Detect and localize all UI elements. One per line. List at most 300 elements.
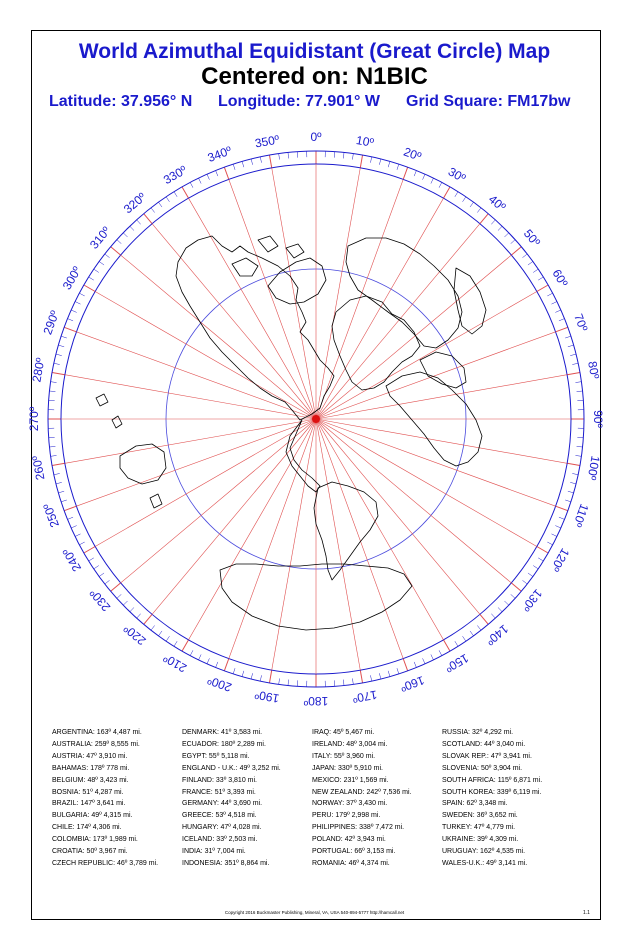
compass-tick	[511, 594, 515, 598]
pacific-islands-outline	[96, 394, 162, 508]
bearing-distance: 47º 3,910 mi.	[86, 752, 128, 760]
country-name: SOUTH KOREA:	[442, 788, 495, 796]
compass-tick	[504, 233, 508, 237]
azimuth-label: 310º	[86, 223, 114, 252]
radial-line	[316, 419, 360, 670]
bearing-distance: 50º 3,904 mi.	[480, 764, 523, 772]
country-name: RUSSIA:	[442, 729, 471, 736]
compass-tick	[117, 240, 121, 244]
compass-tick	[68, 319, 74, 321]
radial-line	[121, 419, 316, 583]
compass-tick	[397, 164, 399, 170]
compass-tick	[463, 197, 466, 202]
radial-line	[121, 255, 316, 419]
greenland-outline	[268, 258, 326, 304]
distance-row	[312, 775, 442, 787]
country-name: GERMANY:	[182, 800, 219, 808]
bearing-distance: 44º 3,690 mi.	[220, 800, 263, 808]
country-name: CHILE:	[52, 824, 75, 832]
distance-column	[182, 727, 312, 870]
bearing-distance: 47º 3,941 mi.	[490, 752, 532, 760]
compass-tick	[174, 641, 177, 646]
bearing-distance: 55º 5,118 mi.	[208, 752, 250, 760]
compass-tick	[570, 354, 576, 355]
compass-tick	[551, 534, 556, 537]
compass-tick	[491, 220, 495, 224]
distance-row	[442, 751, 572, 763]
compass-tick	[565, 336, 571, 338]
distance-row	[442, 810, 572, 822]
azimuth-label: 160º	[398, 673, 427, 695]
compass-tick	[137, 220, 141, 224]
central-america-outline	[286, 420, 320, 492]
compass-tick	[51, 455, 57, 456]
distance-row	[182, 763, 312, 775]
country-name: PERU:	[312, 812, 334, 820]
compass-tick	[343, 152, 344, 158]
country-name: BULGARIA:	[52, 812, 90, 820]
compass-tick	[431, 178, 434, 183]
bearing-distance: 33º 3,810 mi.	[215, 776, 257, 784]
compass-tick	[533, 566, 538, 569]
page-number: 1.1	[583, 910, 590, 916]
country-name: SLOVAK REP.:	[442, 752, 489, 760]
compass-tick	[572, 473, 578, 474]
azimuth-label: 0º	[310, 130, 322, 145]
bearing-distance: 339º 6,119 mi.	[496, 788, 542, 796]
bearing-distance: 49º 4,315 mi.	[91, 812, 133, 820]
compass-tick	[61, 500, 67, 502]
compass-tick	[251, 159, 252, 165]
radial-line	[76, 332, 316, 419]
compass-tick	[251, 673, 252, 679]
radial-line	[316, 419, 537, 547]
distance-column	[52, 727, 182, 870]
distance-row	[442, 858, 572, 870]
azimuth-label: 60º	[549, 266, 571, 290]
country-name: SCOTLAND:	[442, 740, 483, 748]
bearing-distance: 44º 3,040 mi.	[484, 740, 526, 748]
country-name: CZECH REPUBLIC:	[52, 859, 116, 867]
radial-line	[65, 419, 316, 463]
compass-tick	[166, 636, 169, 641]
distance-row	[442, 787, 572, 799]
distance-row	[312, 727, 442, 739]
compass-tick	[199, 654, 202, 659]
distance-row	[52, 810, 182, 822]
radial-line	[316, 419, 511, 583]
distance-row	[52, 858, 182, 870]
distance-row	[442, 763, 572, 775]
compass-tick	[522, 254, 527, 258]
bearing-distance: 66º 3,153 mi.	[354, 848, 396, 856]
distance-row	[182, 775, 312, 787]
azimuth-label: 50º	[520, 226, 543, 250]
compass-tick	[52, 463, 65, 465]
compass-tick	[559, 517, 565, 519]
bearing-distance: 37º 3,430 mi.	[346, 800, 388, 808]
compass-tick	[54, 473, 60, 474]
radial-line	[316, 224, 480, 419]
compass-tick	[439, 182, 442, 187]
bearing-distance: 173º 1,989 mi.	[92, 836, 138, 844]
compass-tick	[570, 482, 576, 483]
compass-tick	[111, 583, 121, 591]
compass-tick	[99, 573, 104, 577]
compass-tick	[151, 625, 155, 630]
compass-tick	[199, 178, 202, 183]
radial-line	[272, 419, 316, 670]
distance-row	[442, 822, 572, 834]
compass-tick	[388, 671, 390, 677]
compass-tick	[572, 363, 578, 364]
compass-tick	[575, 455, 581, 456]
radial-line	[152, 419, 316, 614]
country-name: PORTUGAL:	[312, 848, 353, 856]
country-name: JAPAN:	[312, 764, 336, 772]
country-name: MEXICO:	[312, 776, 342, 784]
distance-row	[182, 739, 312, 751]
compass-tick	[370, 157, 371, 163]
bearing-distance: 338º 7,472 mi.	[359, 824, 405, 832]
compass-tick	[414, 662, 416, 668]
compass-tick	[51, 382, 57, 383]
compass-tick	[288, 152, 289, 158]
landmasses	[96, 236, 486, 630]
country-name: ROMANIA:	[312, 859, 347, 867]
compass-tick	[370, 675, 371, 681]
compass-tick	[565, 500, 571, 502]
compass-tick	[279, 678, 280, 684]
bearing-distance: 179º 2,998 mi.	[335, 812, 381, 820]
distance-row	[182, 810, 312, 822]
asia-outline	[346, 238, 462, 348]
bearing-distance: 178º 778 mi.	[90, 764, 130, 772]
bearing-distance: 41º 3,583 mi.	[220, 729, 263, 736]
compass-tick	[480, 214, 488, 224]
distance-row	[442, 846, 572, 858]
azimuth-label: 300º	[59, 264, 85, 293]
radial-line	[189, 198, 317, 419]
compass-tick	[568, 345, 574, 347]
compass-tick	[423, 174, 425, 179]
compass-tick	[216, 171, 218, 177]
longitude-label: Longitude: 77.901° W	[218, 93, 380, 110]
compass-tick	[61, 336, 67, 338]
radial-line	[316, 419, 403, 659]
bearing-distance: 174º 4,306 mi.	[76, 824, 122, 832]
country-name: FINLAND:	[182, 776, 214, 784]
bearing-distance: 47º 4,779 mi.	[473, 824, 516, 832]
distance-row	[52, 763, 182, 775]
compass-tick	[414, 171, 416, 177]
distance-row	[312, 751, 442, 763]
compass-tick	[547, 293, 552, 296]
compass-tick	[455, 192, 458, 197]
compass-tick	[94, 269, 99, 272]
compass-tick	[379, 159, 380, 165]
compass-tick	[105, 580, 110, 584]
compass-tick	[242, 161, 244, 167]
bearing-distance: 49º 3,252 mi.	[239, 764, 281, 772]
bearing-distance: 46º 3,789 mi.	[117, 859, 159, 867]
country-name: BELGIUM:	[52, 776, 86, 784]
compass-tick	[56, 482, 62, 483]
compass-tick	[207, 174, 209, 179]
compass-tick	[224, 167, 228, 179]
bearing-distance: 330º 5,910 mi.	[338, 764, 383, 772]
bearing-distance: 242º 7,536 mi.	[366, 788, 412, 796]
radial-line	[316, 255, 511, 419]
compass-tick	[84, 285, 95, 292]
compass-tick	[477, 625, 481, 630]
azimuth-label: 40º	[485, 192, 509, 215]
map-title: World Azimuthal Equidistant (Great Circle) Map	[78, 40, 551, 63]
distance-row	[52, 787, 182, 799]
bearing-distance: 32º 4,292 mi.	[472, 729, 514, 736]
compass-tick	[556, 327, 568, 331]
compass-tick	[75, 302, 80, 305]
azimuth-label: 20º	[401, 144, 424, 164]
compass-tick	[577, 446, 583, 447]
compass-tick	[123, 601, 127, 605]
compass-tick	[166, 197, 169, 202]
bearing-distance: 51º 4,287 mi.	[82, 788, 124, 796]
distance-row	[52, 775, 182, 787]
radial-line	[272, 168, 316, 419]
compass-tick	[538, 277, 543, 280]
compass-tick	[75, 534, 80, 537]
distance-row	[312, 822, 442, 834]
azimuth-label: 240º	[59, 545, 85, 574]
compass-tick	[439, 650, 442, 655]
latitude-label: Latitude: 37.956° N	[49, 93, 193, 110]
distance-row	[52, 834, 182, 846]
compass-tick	[575, 382, 581, 383]
radial-line	[229, 179, 316, 419]
compass-tick	[491, 614, 495, 618]
radial-line	[229, 419, 316, 659]
distance-row	[182, 798, 312, 810]
azimuth-label: 190º	[253, 687, 281, 706]
compass-tick	[511, 583, 521, 591]
compass-tick	[511, 240, 515, 244]
compass-tick	[151, 208, 155, 213]
bearing-distance: 46º 4,374 mi.	[348, 859, 390, 867]
distance-row	[182, 858, 312, 870]
compass-tick	[79, 542, 84, 545]
country-name: FRANCE:	[182, 788, 213, 796]
azimuth-label: 220º	[120, 621, 149, 649]
distance-row	[442, 739, 572, 751]
country-name: INDIA:	[182, 848, 203, 856]
bearing-distance: 49º 3,141 mi.	[486, 859, 528, 867]
compass-tick	[537, 285, 548, 292]
bearing-distance: 39º 4,309 mi.	[477, 836, 519, 844]
compass-tick	[528, 261, 533, 265]
radial-line	[95, 419, 316, 547]
compass-tick	[403, 167, 407, 179]
grid-square-label: Grid Square: FM17bw	[406, 93, 571, 110]
country-name: BOSNIA:	[52, 788, 81, 796]
compass-tick	[279, 154, 280, 160]
bearing-distance: 47º 4,028 mi.	[220, 824, 262, 832]
azimuth-label: 230º	[86, 586, 114, 615]
compass-tick	[533, 269, 538, 272]
compass-tick	[58, 345, 64, 347]
compass-tick	[182, 187, 189, 198]
compass-tick	[130, 607, 134, 611]
distance-row	[312, 858, 442, 870]
country-name: TURKEY:	[442, 824, 472, 832]
bearing-distance: 55º 3,960 mi.	[333, 752, 376, 760]
distance-row	[182, 846, 312, 858]
compass-tick	[68, 517, 74, 519]
compass-tick	[511, 247, 521, 255]
compass-tick	[84, 547, 95, 554]
distance-table	[52, 727, 572, 870]
azimuth-label: 210º	[161, 650, 190, 676]
bearing-distance: 62º 3,348 mi.	[466, 800, 508, 808]
compass-tick	[64, 506, 76, 510]
compass-tick	[190, 182, 193, 187]
bearing-distance: 163º 4,487 mi.	[96, 729, 142, 736]
compass-tick	[470, 202, 474, 207]
compass-tick	[49, 446, 55, 447]
azimuth-label: 100º	[584, 454, 603, 482]
compass-tick	[551, 302, 556, 305]
radial-line	[316, 419, 556, 506]
compass-tick	[577, 391, 583, 392]
azimuth-label: 130º	[518, 586, 546, 615]
distance-row	[442, 834, 572, 846]
radial-line	[316, 419, 444, 640]
country-name: URUGUAY:	[442, 848, 479, 856]
compass-tick	[56, 354, 62, 355]
compass-tick	[224, 659, 228, 671]
compass-tick	[455, 641, 458, 646]
distance-row	[52, 727, 182, 739]
compass-tick	[144, 214, 152, 224]
compass-tick	[269, 670, 271, 683]
radial-line	[189, 419, 317, 640]
bearing-distance: 162º 4,535 mi.	[480, 848, 526, 856]
country-name: POLAND:	[312, 836, 343, 844]
distance-row	[52, 798, 182, 810]
compass-tick	[528, 573, 533, 577]
azimuth-label: 150º	[442, 650, 471, 676]
compass-tick	[379, 673, 380, 679]
australia-outline	[120, 444, 166, 484]
south-america-outline	[314, 482, 378, 580]
compass-tick	[158, 202, 162, 207]
distance-row	[442, 727, 572, 739]
compass-tick	[71, 526, 76, 528]
radial-line	[95, 292, 316, 420]
compass-tick	[360, 670, 362, 683]
compass-tick	[190, 650, 193, 655]
azimuth-label: 170º	[351, 687, 379, 706]
azimuth-label: 290º	[40, 308, 62, 337]
compass-tick	[498, 607, 502, 611]
country-name: SLOVENIA:	[442, 764, 479, 772]
compass-tick	[559, 319, 565, 321]
compass-tick	[123, 233, 127, 237]
compass-tick	[470, 631, 474, 636]
azimuth-label: 340º	[205, 143, 234, 165]
bearing-distance: 31º 7,004 mi.	[204, 848, 246, 856]
azimuth-label: 90º	[590, 410, 605, 428]
country-name: EGYPT:	[182, 752, 207, 760]
compass-tick	[397, 668, 399, 674]
distance-row	[312, 787, 442, 799]
distance-row	[312, 846, 442, 858]
compass-tick	[477, 208, 481, 213]
compass-tick	[105, 254, 110, 258]
bearing-distance: 259º 8,555 mi.	[94, 740, 140, 748]
country-name: UKRAINE:	[442, 836, 476, 844]
compass-tick	[260, 157, 261, 163]
radial-line	[316, 292, 537, 420]
compass-tick	[216, 662, 218, 668]
compass-tick	[538, 558, 543, 561]
azimuth-label: 120º	[547, 545, 573, 574]
country-name: ITALY:	[312, 752, 332, 760]
country-name: DENMARK:	[182, 729, 219, 736]
radial-line	[152, 224, 316, 419]
compass-tick	[403, 659, 407, 671]
compass-tick	[568, 491, 574, 493]
compass-tick	[174, 192, 177, 197]
azimuth-label: 30º	[445, 164, 469, 186]
bearing-distance: 231º 1,569 mi.	[343, 776, 389, 784]
azimuth-label: 260º	[29, 454, 48, 482]
compass-tick	[480, 614, 488, 624]
compass-tick	[71, 310, 76, 312]
compass-tick	[288, 680, 289, 686]
azimuth-label: 140º	[483, 621, 512, 649]
azimuth-label: 110º	[570, 501, 592, 529]
compass-tick	[207, 658, 209, 663]
distance-row	[52, 739, 182, 751]
distance-row	[52, 846, 182, 858]
country-name: ECUADOR:	[182, 740, 219, 748]
country-name: IRELAND:	[312, 740, 345, 748]
radial-line	[76, 419, 316, 506]
compass-tick	[269, 155, 271, 168]
country-name: CROATIA:	[52, 848, 85, 856]
map-subtitle: Centered on: N1BIC	[201, 63, 428, 90]
country-name: ARGENTINA:	[52, 729, 95, 736]
country-name: NEW ZEALAND:	[312, 788, 365, 796]
azimuth-label: 330º	[161, 162, 190, 188]
distance-row	[182, 751, 312, 763]
compass-tick	[54, 363, 60, 364]
country-name: HUNGARY:	[182, 824, 219, 832]
distance-row	[182, 727, 312, 739]
compass-tick	[567, 463, 580, 465]
country-name: IRAQ:	[312, 729, 332, 736]
compass-tick	[94, 566, 99, 569]
compass-tick	[111, 247, 121, 255]
radial-line	[316, 198, 444, 419]
compass-tick	[233, 164, 235, 170]
compass-tick	[555, 310, 560, 312]
compass-tick	[360, 155, 362, 168]
arctic-islands-outline	[232, 236, 304, 276]
compass-tick	[64, 327, 76, 331]
bearing-distance: 48º 3,004 mi.	[346, 740, 388, 748]
